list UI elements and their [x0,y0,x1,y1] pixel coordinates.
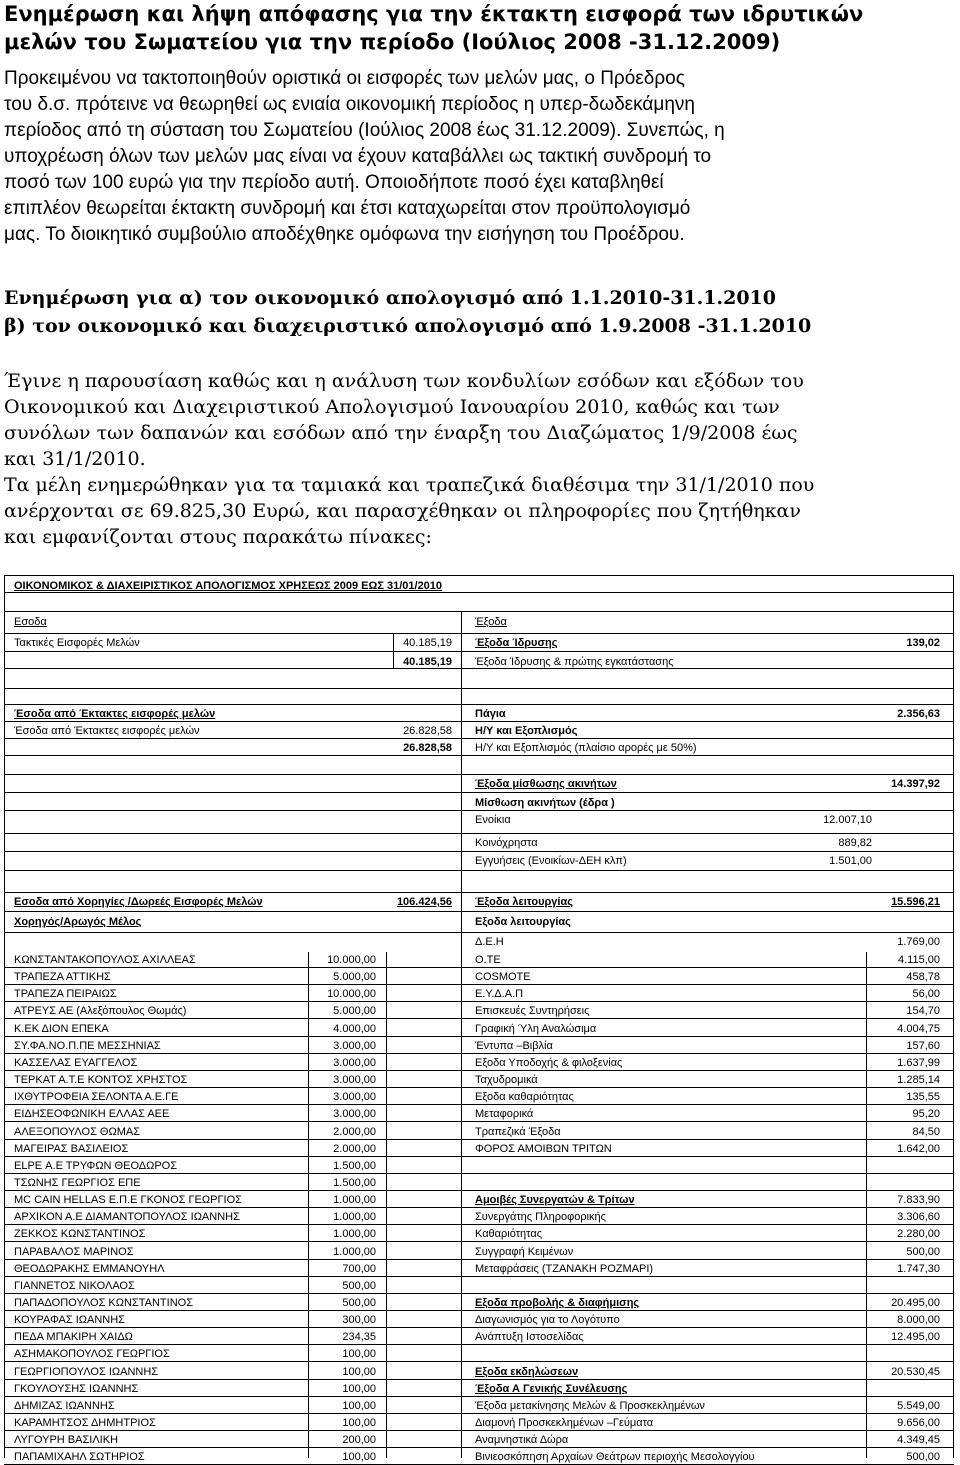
sponsor-name: ΖΕΚΚΟΣ ΚΩΝΣΤΑΝΤΙΝΟΣ [14,1228,146,1240]
paragraph-line: και 31/1/2010. [4,448,146,470]
sponsor-amount: 100,00 [342,1400,376,1412]
sponsor-amount: 1.000,00 [333,1211,376,1223]
sponsor-name: ΠΑΠΑΔΟΠΟΥΛΟΣ ΚΩΝΣΤΑΝΤΙΝΟΣ [14,1297,193,1309]
expense-amount: 20.495,00 [891,1297,940,1309]
heading-extraordinary-contribution [4,0,954,56]
expense-label: Ταχυδρομικά [475,1074,538,1086]
paragraph-line: επιπλέον θεωρείται έκτακτη συνδρομή και έτσι καταχωρείται στον προϋπολογισμό [4,198,691,219]
table-rule [4,1104,954,1105]
expense-label: Μεταφορικά [475,1108,534,1120]
income-amount: 40.185,19 [403,656,452,668]
expense-label: Μίσθωση ακινήτων (έδρα ) [475,797,615,809]
expense-amount: 1.642,00 [897,1143,940,1155]
table-rule [4,688,954,689]
expense-label: Έξοδα λειτουργίας [475,896,573,908]
header-income: Εσοδα [14,616,47,628]
table-rule [4,967,954,968]
expense-label: Ε.Υ.Δ.Α.Π [475,988,524,1000]
table-rule [4,892,954,893]
table-rule [4,611,954,612]
table-rule [4,1241,954,1242]
table-rule [4,932,954,933]
expense-amount: 1.637,99 [897,1057,940,1069]
sponsor-amount: 3.000,00 [333,1108,376,1120]
table-rule [4,1276,954,1277]
table-rule [4,1379,954,1380]
heading-line: Ενημέρωση και λήψη απόφασης για την έκτακτη εισφορά των ιδρυτικών [4,2,864,26]
sponsor-name: ELPE Α.Ε ΤΡΥΦΩΝ ΘΕΟΔΩΡΟΣ [14,1160,178,1172]
table-rule [4,810,954,811]
expense-label: Ο.ΤΕ [475,954,501,966]
table-rule [4,1053,954,1054]
sponsor-amount: 3.000,00 [333,1091,376,1103]
paragraph-line: μας. Το διοικητικό συμβούλιο αποδέχθηκε ομόφωνα την εισήγηση του Προέδρου. [4,224,685,245]
expense-amount: 4.004,75 [897,1023,940,1035]
expense-amount: 8.000,00 [897,1314,940,1326]
expense-label: Έντυπα –Βιβλία [475,1040,553,1052]
table-rule [4,870,954,871]
expense-label: ΦΟΡΟΣ ΑΜΟΙΒΩΝ ΤΡΙΤΩΝ [475,1143,612,1155]
table-rule [4,738,954,739]
expense-amount: 4.115,00 [897,954,940,966]
sponsor-name: MC CAIN HELLAS Ε.Π.Ε ΓΚΟΝΟΣ ΓΕΩΡΓΙΟΣ [14,1194,242,1206]
table-column-rule [953,952,954,1458]
expense-amount: 1.747,30 [897,1263,940,1275]
sponsor-name: ΑΡΧΙΚΟΝ Α.Ε ΔΙΑΜΑΝΤΟΠΟΥΛΟΣ ΙΩΑΝΝΗΣ [14,1211,240,1223]
expense-label: Εγγυήσεις (Ενοικίων-ΔΕΗ κλπ) [475,855,627,867]
income-label: Έσοδα από Έκτακτες εισφορές μελών [14,725,200,737]
table-rule [4,1293,954,1294]
sponsor-amount: 2.000,00 [333,1126,376,1138]
sponsor-name: ΚΟΥΡΑΦΑΣ ΙΩΑΝΝΗΣ [14,1314,125,1326]
sponsor-name: ΓΚΟΥΛΟΥΣΗΣ ΙΩΑΝΝΗΣ [14,1383,139,1395]
table-rule [4,1344,954,1345]
expense-amount: 500,00 [906,1246,940,1258]
sponsor-amount: 10.000,00 [327,988,376,1000]
sponsor-amount: 100,00 [342,1451,376,1463]
table-rule [4,1087,954,1088]
sponsor-name: ΑΛΕΞΟΠΟΥΛΟΣ ΘΩΜΑΣ [14,1126,141,1138]
table-rule [4,1036,954,1037]
income-label: Χορηγός/Αρωγός Μέλος [14,916,142,928]
expense-amount: 4.349,45 [897,1434,940,1446]
heading-line: β) τον οικονομικό και διαχειριστικό απολογισμό από 1.9.2008 -31.1.2010 [4,315,812,337]
table-column-rule [953,575,954,952]
sponsor-name: ΑΤΡΕΥΣ ΑΕ (Αλεξόπουλος Θωμάς) [14,1005,187,1017]
expense-label: Διαγωνισμός για το Λογότυπο [475,1314,620,1326]
expense-label: Εξοδα εκδηλώσεων [475,1366,579,1378]
sponsor-amount: 700,00 [342,1263,376,1275]
table-rule [4,833,954,834]
expense-label: Έξοδα Ίδρυσης [475,637,558,649]
table-rule [4,1447,954,1448]
expense-total: 139,02 [906,637,940,649]
expense-total: 1.769,00 [897,936,940,948]
sponsor-amount: 2.000,00 [333,1143,376,1155]
expense-label: Πάγια [475,708,506,720]
heading-line: Ενημέρωση για α) τον οικονομικό απολογισμό από 1.1.2010-31.1.2010 [4,287,776,309]
expense-label: Δ.Ε.Η [475,936,504,948]
sponsor-name: ΓΙΑΝΝΕΤΟΣ ΝΙΚΟΛΑΟΣ [14,1280,135,1292]
table-rule [4,1070,954,1071]
expense-amount: 84,50 [912,1126,940,1138]
table-rule [4,1156,954,1157]
sponsor-amount: 4.000,00 [333,1023,376,1035]
table-rule [4,1121,954,1122]
expense-label: Επισκευές Συντηρήσεις [475,1005,590,1017]
income-amount: 26.828,58 [403,725,452,737]
paragraph-line: Οικονομικού και Διαχειριστικού Απολογισμού Ιανουαρίου 2010, καθώς και των [4,396,780,418]
sponsor-amount: 100,00 [342,1383,376,1395]
table-title: ΟΙΚΟΝΟΜΙΚΟΣ & ΔΙΑΧΕΙΡΙΣΤΙΚΟΣ ΑΠΟΛΟΓΙΣΜΟΣ ΧΡΗΣΕΩΣ 2009 ΕΩΣ 31/01/2010 [14,580,443,592]
expense-label: Εξοδα λειτουργίας [475,916,571,928]
sponsor-name: ΤΡΑΠΕΖΑ ΑΤΤΙΚΗΣ [14,971,111,983]
table-column-rule [393,633,394,668]
sponsor-amount: 1.000,00 [333,1194,376,1206]
sponsor-name: ΣΥ.ΦΑ.ΝΟ.Π.ΠΕ ΜΕΣΣΗΝΙΑΣ [14,1040,161,1052]
sponsor-name: ΛΥΓΟΥΡΗ ΒΑΣΙΛΙΚΗ [14,1434,119,1446]
expense-amount: 157,60 [906,1040,940,1052]
paragraph-line: και εμφανίζονται στους παρακάτω πίνακες: [4,526,432,548]
table-column-rule [461,611,462,952]
expense-amount: 5.549,00 [897,1400,940,1412]
table-rule [4,651,954,652]
expense-subamount: 889,82 [838,837,872,849]
expense-amount: 500,00 [906,1451,940,1463]
expense-total: 2.356,63 [897,708,940,720]
expense-label: Καθαριότητας [475,1228,543,1240]
sponsor-amount: 1.500,00 [333,1160,376,1172]
table-column-rule [4,575,5,952]
expense-amount: 135,55 [906,1091,940,1103]
table-rule [4,592,954,593]
expense-label: Ανάπτυξη Ιστοσελίδας [475,1331,584,1343]
sponsor-amount: 3.000,00 [333,1074,376,1086]
expense-label: Μεταφράσεις (ΤΖΑΝΑΚΗ ΡΟΖΜΑΡΙ) [475,1263,654,1275]
paragraph-line: Προκειμένου να τακτοποιηθούν οριστικά οι εισφορές των μελών μας, ο Πρόεδρος [4,68,685,89]
sponsor-name: ΘΕΟΔΩΡΑΚΗΣ ΕΜΜΑΝΟΥΗΛ [14,1263,165,1275]
expense-label: Γραφική Ύλη Αναλώσιμα [475,1023,597,1035]
sponsor-name: ΤΕΡΚΑΤ Α.Τ.Ε ΚΟΝΤΟΣ ΧΡΗΣΤΟΣ [14,1074,188,1086]
sponsor-amount: 500,00 [342,1280,376,1292]
sponsor-name: ΓΕΩΡΓΙΟΠΟΥΛΟΣ ΙΩΑΝΝΗΣ [14,1366,159,1378]
sponsor-name: ΠΑΡΑΒΑΛΟΣ ΜΑΡΙΝΟΣ [14,1246,134,1258]
sponsor-amount: 234,35 [342,1331,376,1343]
table-rule [4,1327,954,1328]
table-rule [4,633,954,634]
income-label: Έσοδα από Έκτακτες εισφορές μελών [14,708,216,720]
table-rule [4,1430,954,1431]
table-rule [4,575,954,576]
expense-amount: 2.280,00 [897,1228,940,1240]
sponsor-name: ΚΑΡΑΜΗΤΣΟΣ ΔΗΜΗΤΡΙΟΣ [14,1417,156,1429]
expense-label: Η/Υ και Εξοπλισμός [475,725,578,737]
table-rule [4,668,954,669]
expense-total: 15.596,21 [891,896,940,908]
sponsor-name: ΠΕΔΑ ΜΠΑΚΙΡΗ ΧΑΙΔΩ [14,1331,133,1343]
table-rule [4,721,954,722]
table-rule [4,1173,954,1174]
table-rule [4,755,954,756]
heading-line: μελών του Σωματείου για την περίοδο (Ιούλιος 2008 -31.12.2009) [4,30,781,54]
sponsor-name: ΕΙΔΗΣΕΟΦΩΝΙΚΗ ΕΛΛΑΣ ΑΕΕ [14,1108,170,1120]
table-rule [4,1001,954,1002]
table-column-rule [308,952,309,1458]
sponsor-amount: 5.000,00 [333,1005,376,1017]
income-amount: 26.828,58 [403,742,452,754]
table-rule [4,1207,954,1208]
table-rule [4,1224,954,1225]
sponsor-amount: 200,00 [342,1434,376,1446]
expense-amount: 7.833,90 [897,1194,940,1206]
sponsor-name: ΙΧΘΥΤΡΟΦΕΙΑ ΣΕΛΟΝΤΑ Α.Ε.ΓΕ [14,1091,179,1103]
table-column-rule [866,952,867,1458]
sponsor-amount: 1.000,00 [333,1228,376,1240]
expense-amount: 1.285,14 [897,1074,940,1086]
paragraph-proposal [4,66,954,248]
table-rule [4,1139,954,1140]
paragraph-line: υποχρέωση όλων των μελών μας είναι να έχουν καταβάλλει ως τακτική συνδρομή το [4,146,712,167]
table-rule [4,1190,954,1191]
table-rule [4,1018,954,1019]
paragraph-line: Έγινε η παρουσίαση καθώς και η ανάλυση των κονδυλίων εσόδων και εξόδων του [4,370,804,392]
sponsor-amount: 500,00 [342,1297,376,1309]
heading-financial-report [4,284,954,340]
expense-label: Κοινόχρηστα [475,837,538,849]
table-rule [4,1413,954,1414]
table-rule [4,1396,954,1397]
expense-amount: 95,20 [912,1108,940,1120]
sponsor-amount: 1.500,00 [333,1177,376,1189]
paragraph-line: ανέρχονται σε 69.825,30 Ευρώ, και παρασχέθηκαν οι πληροφορίες που ζητήθηκαν [4,500,801,522]
sponsor-amount: 5.000,00 [333,971,376,983]
financial-report-table [4,574,954,1463]
expense-label: Συγγραφή Κειμένων [475,1246,574,1258]
sponsor-amount: 3.000,00 [333,1040,376,1052]
sponsor-amount: 300,00 [342,1314,376,1326]
expense-amount: 458,78 [906,971,940,983]
paragraph-line: Τα μέλη ενημερώθηκαν για τα ταμιακά και τραπεζικά διαθέσιμα την 31/1/2010 που [4,474,815,496]
paragraph-line: του δ.σ. πρότεινε να θεωρηθεί ως ενιαία οικονομική περίοδος η υπερ-δωδεκάμηνη [4,94,695,115]
expense-amount: 154,70 [906,1005,940,1017]
table-rule [4,984,954,985]
paragraph-line: ποσό των 100 ευρώ για την περίοδο αυτή. Οποιοδήποτε ποσό έχει καταβληθεί [4,172,664,193]
expense-subamount: 1.501,00 [829,855,872,867]
expense-subamount: 12.007,10 [823,814,872,826]
table-rule [4,1259,954,1260]
sponsor-name: Κ.ΕΚ ΔΙΟΝ ΕΠΕΚΑ [14,1023,109,1035]
income-label: Εσοδα από Χορηγίες /Δωρεές Εισφορές Μελών [14,896,263,908]
sponsor-name: ΚΑΣΣΕΛΑΣ ΕΥΑΓΓΕΛΟΣ [14,1057,138,1069]
expense-amount: 9.656,00 [897,1417,940,1429]
table-rule [4,911,954,912]
sponsor-amount: 100,00 [342,1366,376,1378]
sponsor-amount: 100,00 [342,1348,376,1360]
expense-total: 14.397,92 [891,778,940,790]
expense-amount: 56,00 [912,988,940,1000]
sponsor-amount: 3.000,00 [333,1057,376,1069]
table-rule [4,1310,954,1311]
table-rule [4,851,954,852]
sponsor-name: ΤΡΑΠΕΖΑ ΠΕΙΡΑΙΩΣ [14,988,117,1000]
paragraph-line: περίοδος από τη σύσταση του Σωματείου (Ιούλιος 2008 έως 31.12.2009). Συνεπώς, η [4,120,725,141]
expense-label: Εξοδα καθαριότητας [475,1091,574,1103]
sponsor-amount: 10.000,00 [327,954,376,966]
expense-label: Έξοδα μετακίνησης Μελών & Προσκεκλημένων [475,1400,705,1412]
sponsor-name: ΔΗΜΙΖΑΣ ΙΩΑΝΝΗΣ [14,1400,115,1412]
sponsor-name: ΑΣΗΜΑΚΟΠΟΥΛΟΣ ΓΕΩΡΓΙΟΣ [14,1348,170,1360]
sponsor-name: ΤΣΩΝΗΣ ΓΕΩΡΓΙΟΣ ΕΠΕ [14,1177,141,1189]
header-expense: Έξοδα [475,616,507,628]
expense-label: Αναμνηστικά Δώρα [475,1434,569,1446]
expense-label: Εξοδα Υποδοχής & φιλοξενίας [475,1057,623,1069]
expense-label: Συνεργάτης Πληροφορικής [475,1211,606,1223]
expense-label: Αμοιβές Συνεργατών & Τρίτων [475,1194,635,1206]
expense-label: Βινιεοσκόπηση Αρχαίων Θεάτρων περιοχής Μεσολογγίου [475,1451,755,1463]
income-label: Τακτικές Εισφορές Μελών [14,637,140,649]
sponsor-name: ΠΑΠΑΜΙΧΑΗΛ ΣΩΤΗΡΙΟΣ [14,1451,145,1463]
expense-amount: 3.306,60 [897,1211,940,1223]
table-column-rule [4,952,5,1458]
expense-label: Διαμονή Προσκεκλημένων –Γεύματα [475,1417,654,1429]
paragraph-presentation [4,368,954,550]
expense-label: Η/Υ και Εξοπλισμός (πλαίσιο αρορές με 50%) [475,742,697,754]
expense-label: Έξοδα Ίδρυσης & πρώτης εγκατάστασης [475,656,674,668]
expense-label: Ενοίκια [475,814,511,826]
table-column-rule [461,952,462,1458]
income-amount: 40.185,19 [403,637,452,649]
expense-label: COSMOTE [475,971,531,983]
table-rule [4,704,954,705]
expense-amount: 20.530,45 [891,1366,940,1378]
sponsor-amount: 100,00 [342,1417,376,1429]
sponsor-name: ΜΑΓΕΙΡΑΣ ΒΑΣΙΛΕΙΟΣ [14,1143,129,1155]
sponsor-amount: 1.000,00 [333,1246,376,1258]
table-rule [4,792,954,793]
table-rule [4,1361,954,1362]
table-rule [4,774,954,775]
income-amount: 106.424,56 [396,896,452,908]
expense-amount: 12.495,00 [891,1331,940,1343]
expense-label: Έξοδα μίσθωσης ακινήτων [475,778,617,790]
expense-label: Εξοδα προβολής & διαφήμισης [475,1297,640,1309]
sponsor-name: ΚΩΝΣΤΑΝΤΑΚΟΠΟΥΛΟΣ ΑΧΙΛΛΕΑΣ [14,954,196,966]
expense-label: Έξοδα Α Γενικής Συνέλευσης [475,1383,628,1395]
table-column-rule [386,952,387,1458]
expense-label: Τραπεζικά Έξοδα [475,1126,561,1138]
paragraph-line: συνόλων των δαπανών και εσόδων από την έναρξη του Διαζώματος 1/9/2008 έως [4,422,798,444]
